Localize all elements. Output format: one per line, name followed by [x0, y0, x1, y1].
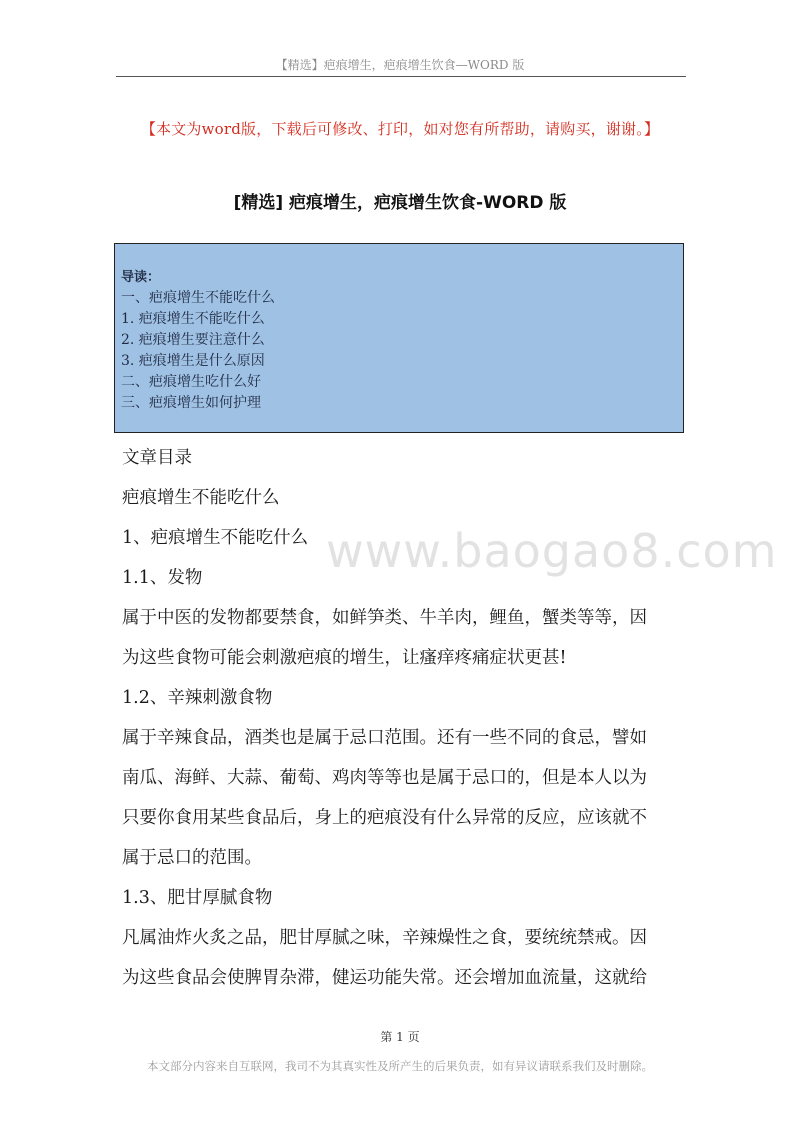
heading-1-2: 1.2、辛辣刺激食物 [122, 688, 273, 708]
guide-box [114, 243, 684, 433]
heading-1: 1、疤痕增生不能吃什么 [122, 528, 309, 548]
paragraph-line: 属于忌口的范围。 [122, 848, 262, 868]
header-divider [116, 76, 686, 77]
article-body [122, 438, 684, 998]
guide-item: 3. 疤痕增生是什么原因 [121, 353, 265, 369]
guide-item: 二、疤痕增生吃什么好 [121, 374, 261, 390]
paragraph-line: 属于中医的发物都要禁食，如鲜笋类、牛羊肉，鲤鱼，蟹类等等，因 [122, 608, 647, 628]
paragraph-line: 凡属油炸火炙之品，肥甘厚腻之味，辛辣燥性之食，要统统禁戒。因 [122, 928, 647, 948]
paragraph-line: 为这些食品会使脾胃杂滞，健运功能失常。还会增加血流量，这就给 [122, 968, 647, 988]
paragraph-line: 南瓜、海鲜、大蒜、葡萄、鸡肉等等也是属于忌口的，但是本人以为 [122, 768, 647, 788]
document-title: [精选] 疤痕增生，疤痕增生饮食-WORD 版 [233, 193, 567, 213]
heading-1-1: 1.1、发物 [122, 568, 203, 588]
page-header: 【精选】疤痕增生，疤痕增生饮食—WORD 版 [275, 58, 525, 72]
guide-item: 2. 疤痕增生要注意什么 [121, 332, 265, 348]
guide-item: 三、疤痕增生如何护理 [121, 395, 261, 411]
toc-label: 文章目录 [122, 448, 192, 468]
watermark: www.baogao8.com [326, 524, 778, 578]
paragraph-line: 为这些食物可能会刺激疤痕的增生，让瘙痒疼痛症状更甚! [122, 648, 567, 668]
section-title: 疤痕增生不能吃什么 [122, 488, 280, 508]
page-number: 第 1 页 [380, 1030, 420, 1044]
paragraph-line: 属于辛辣食品，酒类也是属于忌口范围。还有一些不同的食忌，譬如 [122, 728, 647, 748]
paragraph-line: 只要你食用某些食品后，身上的疤痕没有什么异常的反应，应该就不 [122, 808, 647, 828]
heading-1-3: 1.3、肥甘厚腻食物 [122, 888, 273, 908]
purchase-notice: 【本文为word版，下载后可修改、打印，如对您有所帮助，请购买，谢谢。】 [140, 120, 660, 138]
guide-item: 1. 疤痕增生不能吃什么 [121, 311, 265, 327]
guide-item: 一、疤痕增生不能吃什么 [121, 290, 275, 306]
page-footer: 本文部分内容来自互联网，我司不为其真实性及所产生的后果负责，如有异议请联系我们及时删除。 [147, 1059, 653, 1073]
guide-heading: 导读： [121, 270, 161, 285]
